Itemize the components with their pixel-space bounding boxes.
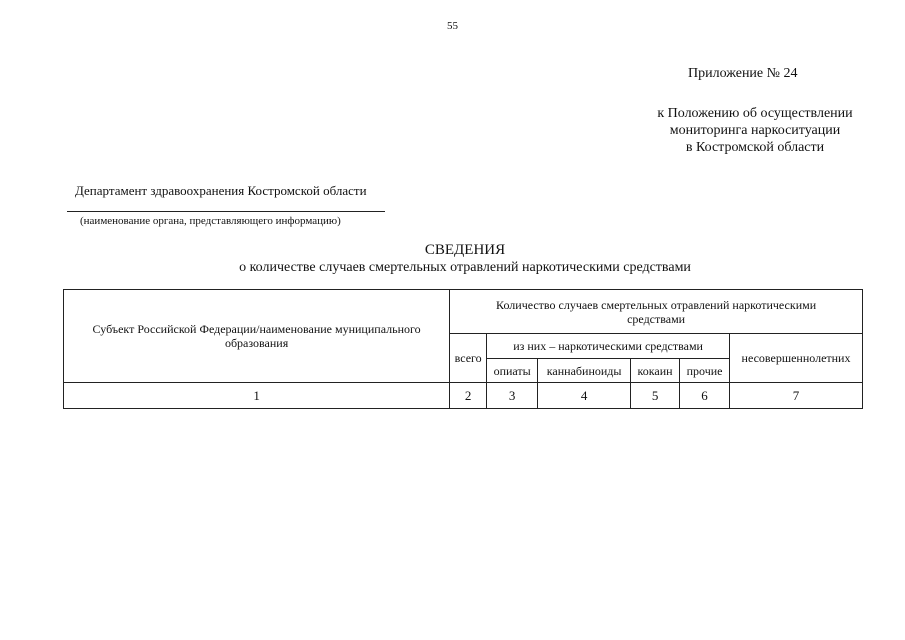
organization-caption: (наименование органа, представляющего информацию): [80, 215, 341, 227]
organization-underline: [67, 211, 385, 212]
column-number-row: [64, 383, 863, 409]
regulation-line: к Положению об осуществлении: [657, 106, 853, 121]
column-number: 5: [631, 383, 680, 409]
header-row: [64, 290, 863, 334]
total-header: всего: [450, 334, 487, 383]
appendix-label: Приложение № 24: [688, 66, 798, 81]
other-header: прочие: [680, 359, 730, 383]
organization-name: Департамент здравоохранения Костромской области: [75, 183, 367, 198]
report-table: [63, 289, 863, 409]
count-header: Количество случаев смертельных отравлений наркотическими средствами: [450, 290, 863, 334]
column-number: 1: [64, 383, 450, 409]
document-subtitle: о количестве случаев смертельных отравлений наркотическими средствами: [239, 260, 691, 275]
cocaine-header: кокаин: [631, 359, 680, 383]
of-which-header: из них – наркотическими средствами: [487, 334, 730, 359]
regulation-reference: [620, 105, 890, 156]
opiates-header: опиаты: [487, 359, 538, 383]
subject-header: Субъект Российской Федерации/наименование муниципального образования: [64, 290, 450, 383]
page-number: 55: [447, 20, 458, 32]
column-number: 4: [538, 383, 631, 409]
column-number: 6: [680, 383, 730, 409]
regulation-line: в Костромской области: [685, 140, 825, 155]
column-number: 3: [487, 383, 538, 409]
document-title: СВЕДЕНИЯ: [424, 242, 506, 258]
minors-header: несовершеннолетних: [730, 334, 863, 383]
cannabinoids-header: каннабиноиды: [538, 359, 631, 383]
column-number: 7: [730, 383, 863, 409]
column-number: 2: [450, 383, 487, 409]
regulation-line: мониторинга наркоситуации: [669, 123, 841, 138]
